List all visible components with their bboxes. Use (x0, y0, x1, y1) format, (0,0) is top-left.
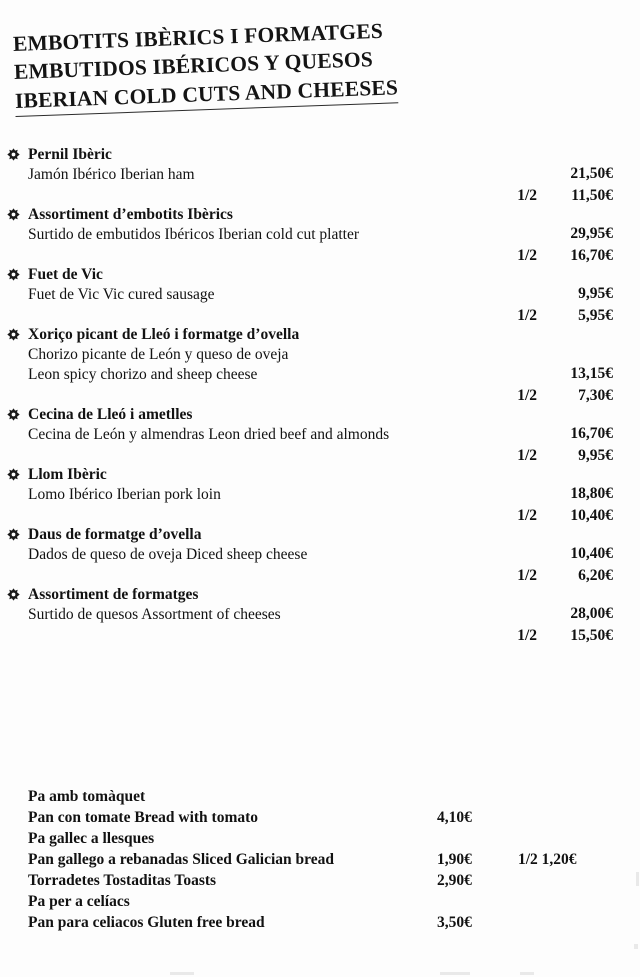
price-row-half (423, 185, 613, 207)
menu-item-prices (423, 543, 613, 587)
floret-ornament-icon (7, 328, 20, 341)
scan-artifact (520, 972, 534, 975)
scan-artifact (634, 944, 638, 949)
menu-item-name-catalan: Daus de formatge d’ovella (28, 526, 202, 543)
menu-item-name-catalan: Llom Ibèric (28, 466, 107, 483)
bread-row[interactable] (0, 870, 640, 891)
menu-item-name-catalan: Assortiment d’embotits Ibèrics (28, 206, 233, 223)
menu-item-name-catalan: Pernil Ibèric (28, 146, 112, 163)
bread-row[interactable] (0, 891, 640, 912)
menu-item-list (0, 145, 640, 645)
scan-artifact (636, 872, 639, 886)
floret-ornament-icon (7, 148, 20, 161)
menu-item-prices (423, 283, 613, 327)
bread-row[interactable] (0, 807, 640, 828)
bread-row[interactable] (0, 849, 640, 870)
price-row-full (423, 483, 613, 505)
floret-ornament-icon (7, 208, 20, 221)
half-portion-label: 1/2 (517, 627, 537, 644)
price-half: 7,30€ (578, 387, 613, 404)
price-full: 9,95€ (578, 285, 613, 302)
menu-item[interactable] (0, 525, 640, 584)
heading-line-english: IBERIAN COLD CUTS AND CHEESES (14, 73, 398, 117)
menu-item[interactable] (0, 265, 640, 324)
half-portion-label: 1/2 (517, 247, 537, 264)
menu-item-name-translations: Lomo Ibérico Iberian pork loin (28, 486, 221, 503)
bread-section (0, 786, 640, 933)
menu-item-name-translations: Jamón Ibérico Iberian ham (28, 166, 195, 183)
price-full: 29,95€ (570, 225, 613, 242)
price-full: 21,50€ (570, 165, 613, 182)
price-full: 10,40€ (570, 545, 613, 562)
price-half: 5,95€ (578, 307, 613, 324)
price-full: 28,00€ (570, 605, 613, 622)
price-full: 13,15€ (570, 365, 613, 382)
menu-item-name-catalan: Xoriço picant de Lleó i formatge d’ovella (28, 326, 300, 343)
price-half: 15,50€ (570, 627, 613, 644)
bread-name-catalan: Pa amb tomàquet (28, 788, 146, 805)
price-row-half (423, 305, 613, 327)
price-full: 16,70€ (570, 425, 613, 442)
bread-name-catalan: Pa gallec a llesques (28, 830, 155, 847)
price-half: 11,50€ (571, 187, 613, 204)
price-row-full (423, 363, 613, 385)
menu-item-prices (423, 603, 613, 647)
section-heading (12, 15, 435, 117)
menu-item-name-translations: Fuet de Vic Vic cured sausage (28, 286, 215, 303)
price-half: 6,20€ (578, 567, 613, 584)
half-portion-label: 1/2 (517, 387, 537, 404)
menu-item[interactable] (0, 585, 640, 644)
bread-name-translations: Torradetes Tostaditas Toasts (28, 872, 217, 889)
bread-price: 4,10€ (437, 809, 472, 826)
heading-line-spanish: EMBUTIDOS IBÉRICOS Y QUESOS (13, 47, 374, 85)
price-row-full (423, 543, 613, 565)
menu-item-prices (423, 423, 613, 467)
menu-item-name-translations: Cecina de León y almendras Leon dried beef and almonds (28, 426, 390, 443)
price-half: 10,40€ (570, 507, 613, 524)
menu-item-name-catalan: Cecina de Lleó i ametlles (28, 406, 193, 423)
price-row-half (423, 565, 613, 587)
floret-ornament-icon (7, 468, 20, 481)
bread-name-translations: Pan gallego a rebanadas Sliced Galician bread (28, 851, 335, 868)
floret-ornament-icon (7, 528, 20, 541)
menu-item-prices (423, 163, 613, 207)
half-portion-label: 1/2 (517, 567, 537, 584)
menu-item-name-catalan: Fuet de Vic (28, 266, 103, 283)
scan-artifact (440, 972, 470, 975)
menu-item-name-catalan: Assortiment de formatges (28, 586, 199, 603)
menu-item-prices (423, 223, 613, 267)
price-row-half (423, 445, 613, 467)
bread-price: 1,90€ (437, 851, 472, 868)
menu-item-prices (423, 363, 613, 407)
bread-price: 3,50€ (437, 914, 472, 931)
bread-row[interactable] (0, 828, 640, 849)
half-portion-label: 1/2 (517, 447, 537, 464)
menu-item-name-translations: Surtido de quesos Assortment of cheeses (28, 606, 281, 623)
price-row-half (423, 385, 613, 407)
half-portion-label: 1/2 (517, 307, 537, 324)
price-row-full (423, 283, 613, 305)
bread-row[interactable] (0, 912, 640, 933)
floret-ornament-icon (7, 268, 20, 281)
half-portion-label: 1/2 (517, 507, 537, 524)
price-half: 9,95€ (578, 447, 613, 464)
menu-item-name-translations: Leon spicy chorizo and sheep cheese (28, 366, 258, 383)
menu-item[interactable] (0, 465, 640, 524)
scan-artifact (170, 972, 194, 975)
menu-item-name-translations: Dados de queso de oveja Diced sheep cheese (28, 546, 308, 563)
price-row-full (423, 603, 613, 625)
price-row-full (423, 423, 613, 445)
bread-name-translations: Pan con tomate Bread with tomato (28, 809, 259, 826)
price-row-half (423, 625, 613, 647)
floret-ornament-icon (7, 408, 20, 421)
bread-price-half: 1/2 1,20€ (518, 851, 577, 868)
menu-item-prices (423, 483, 613, 527)
menu-item[interactable] (0, 405, 640, 464)
menu-item[interactable] (0, 145, 640, 204)
price-row-half (423, 505, 613, 527)
menu-item[interactable] (0, 325, 640, 404)
price-half: 16,70€ (570, 247, 613, 264)
price-full: 18,80€ (570, 485, 613, 502)
bread-price: 2,90€ (437, 872, 472, 889)
menu-item-name-translations: Surtido de embutidos Ibéricos Iberian cold cut platter (28, 226, 360, 243)
price-row-full (423, 223, 613, 245)
menu-item-name-spanish: Chorizo picante de León y queso de oveja (28, 346, 289, 363)
bread-name-catalan: Pa per a celíacs (28, 893, 130, 910)
bread-name-translations: Pan para celiacos Gluten free bread (28, 914, 265, 931)
heading-line-catalan: EMBOTITS IBÈRICS I FORMATGES (12, 18, 384, 57)
bread-row[interactable] (0, 786, 640, 807)
price-row-full (423, 163, 613, 185)
price-row-half (423, 245, 613, 267)
half-portion-label: 1/2 (517, 187, 537, 204)
menu-item[interactable] (0, 205, 640, 264)
floret-ornament-icon (7, 588, 20, 601)
